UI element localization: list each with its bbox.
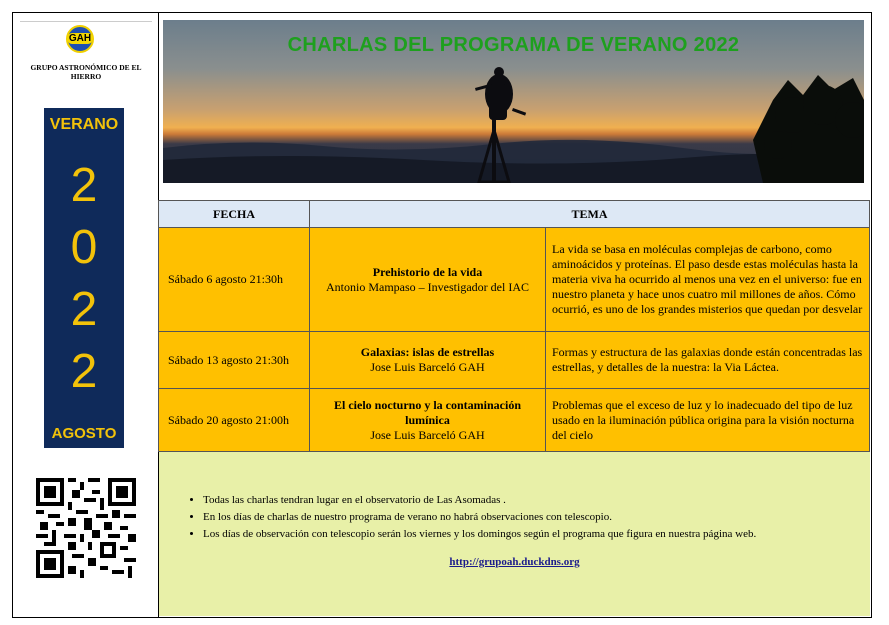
- column-header-date: FECHA: [159, 201, 310, 228]
- talk-info: [310, 332, 546, 389]
- header-photo: [163, 20, 864, 183]
- talk-speaker: Jose Luis Barceló GAH: [370, 360, 485, 374]
- talk-description: Formas y estructura de las galaxias donde están concentradas las estrellas, y detalles de la nuestra: la Via Láctea.: [546, 332, 870, 389]
- talk-speaker: Jose Luis Barceló GAH: [370, 427, 485, 442]
- note-item: • Los días de observación con telescopio serán los viernes y los domingos según el programa que figura en nuestra página web.: [203, 526, 756, 543]
- talk-description: La vida se basa en moléculas complejas de carbono, como aminoácidos y proteínas. El paso desde estas moléculas hasta la materia viva ha ocurrido al menos una vez en el universo: fue en nuestro planeta y hace unos cuatro mil millones de años. Cómo ocurrió, es uno de los grandes misterios que quedan por desvelar: [546, 228, 870, 332]
- page-title: CHARLAS DEL PROGRAMA DE VERANO 2022: [287, 34, 740, 56]
- table-row: [159, 332, 870, 389]
- talk-title: Galaxias: islas de estrellas: [360, 345, 495, 359]
- year-digit: 0: [70, 221, 98, 274]
- note-item: • En los días de charlas de nuestro programa de verano no habrá observaciones con telescopio.: [203, 509, 756, 526]
- notes-panel: [159, 452, 870, 616]
- table-row: [159, 389, 870, 452]
- org-line-2: HIERRO: [70, 72, 102, 81]
- season-label: VERANO: [49, 116, 119, 133]
- talk-info: [310, 389, 546, 452]
- notes-list: [187, 492, 756, 543]
- logo-label: GAH: [68, 33, 92, 44]
- talk-title: El cielo nocturno y la contaminación lumínica: [334, 397, 521, 427]
- organization-name: [18, 63, 154, 81]
- year-digit: 2: [70, 345, 98, 398]
- talk-speaker: Antonio Mampaso – Investigador del IAC: [326, 279, 529, 294]
- year-banner: [44, 108, 124, 448]
- divider: [20, 21, 152, 22]
- note-item: • Todas las charlas tendran lugar en el observatorio de Las Asomadas .: [203, 492, 756, 509]
- talk-date: Sábado 6 agosto 21:30h: [159, 228, 310, 332]
- talk-title: Prehistorio de la vida: [372, 264, 483, 279]
- talk-info: [310, 228, 546, 332]
- website-link[interactable]: http://grupoah.duckdns.org: [449, 556, 580, 568]
- table-header-row: [159, 201, 870, 228]
- month-label: AGOSTO: [51, 425, 117, 442]
- talk-date: Sábado 20 agosto 21:00h: [159, 389, 310, 452]
- year-digit: 2: [70, 283, 98, 336]
- talks-table: [158, 200, 870, 452]
- qr-code-icon[interactable]: [36, 478, 136, 578]
- table-row: [159, 228, 870, 332]
- talk-date: Sábado 13 agosto 21:30h: [159, 332, 310, 389]
- org-line-1: GRUPO ASTRONÓMICO DE EL: [30, 63, 142, 72]
- year-digit: 2: [70, 159, 98, 212]
- column-header-topic: TEMA: [310, 201, 870, 228]
- talk-description: Problemas que el exceso de luz y lo inadecuado del tipo de luz usado en la iluminación pública origina para la visión nocturna del cielo: [546, 389, 870, 452]
